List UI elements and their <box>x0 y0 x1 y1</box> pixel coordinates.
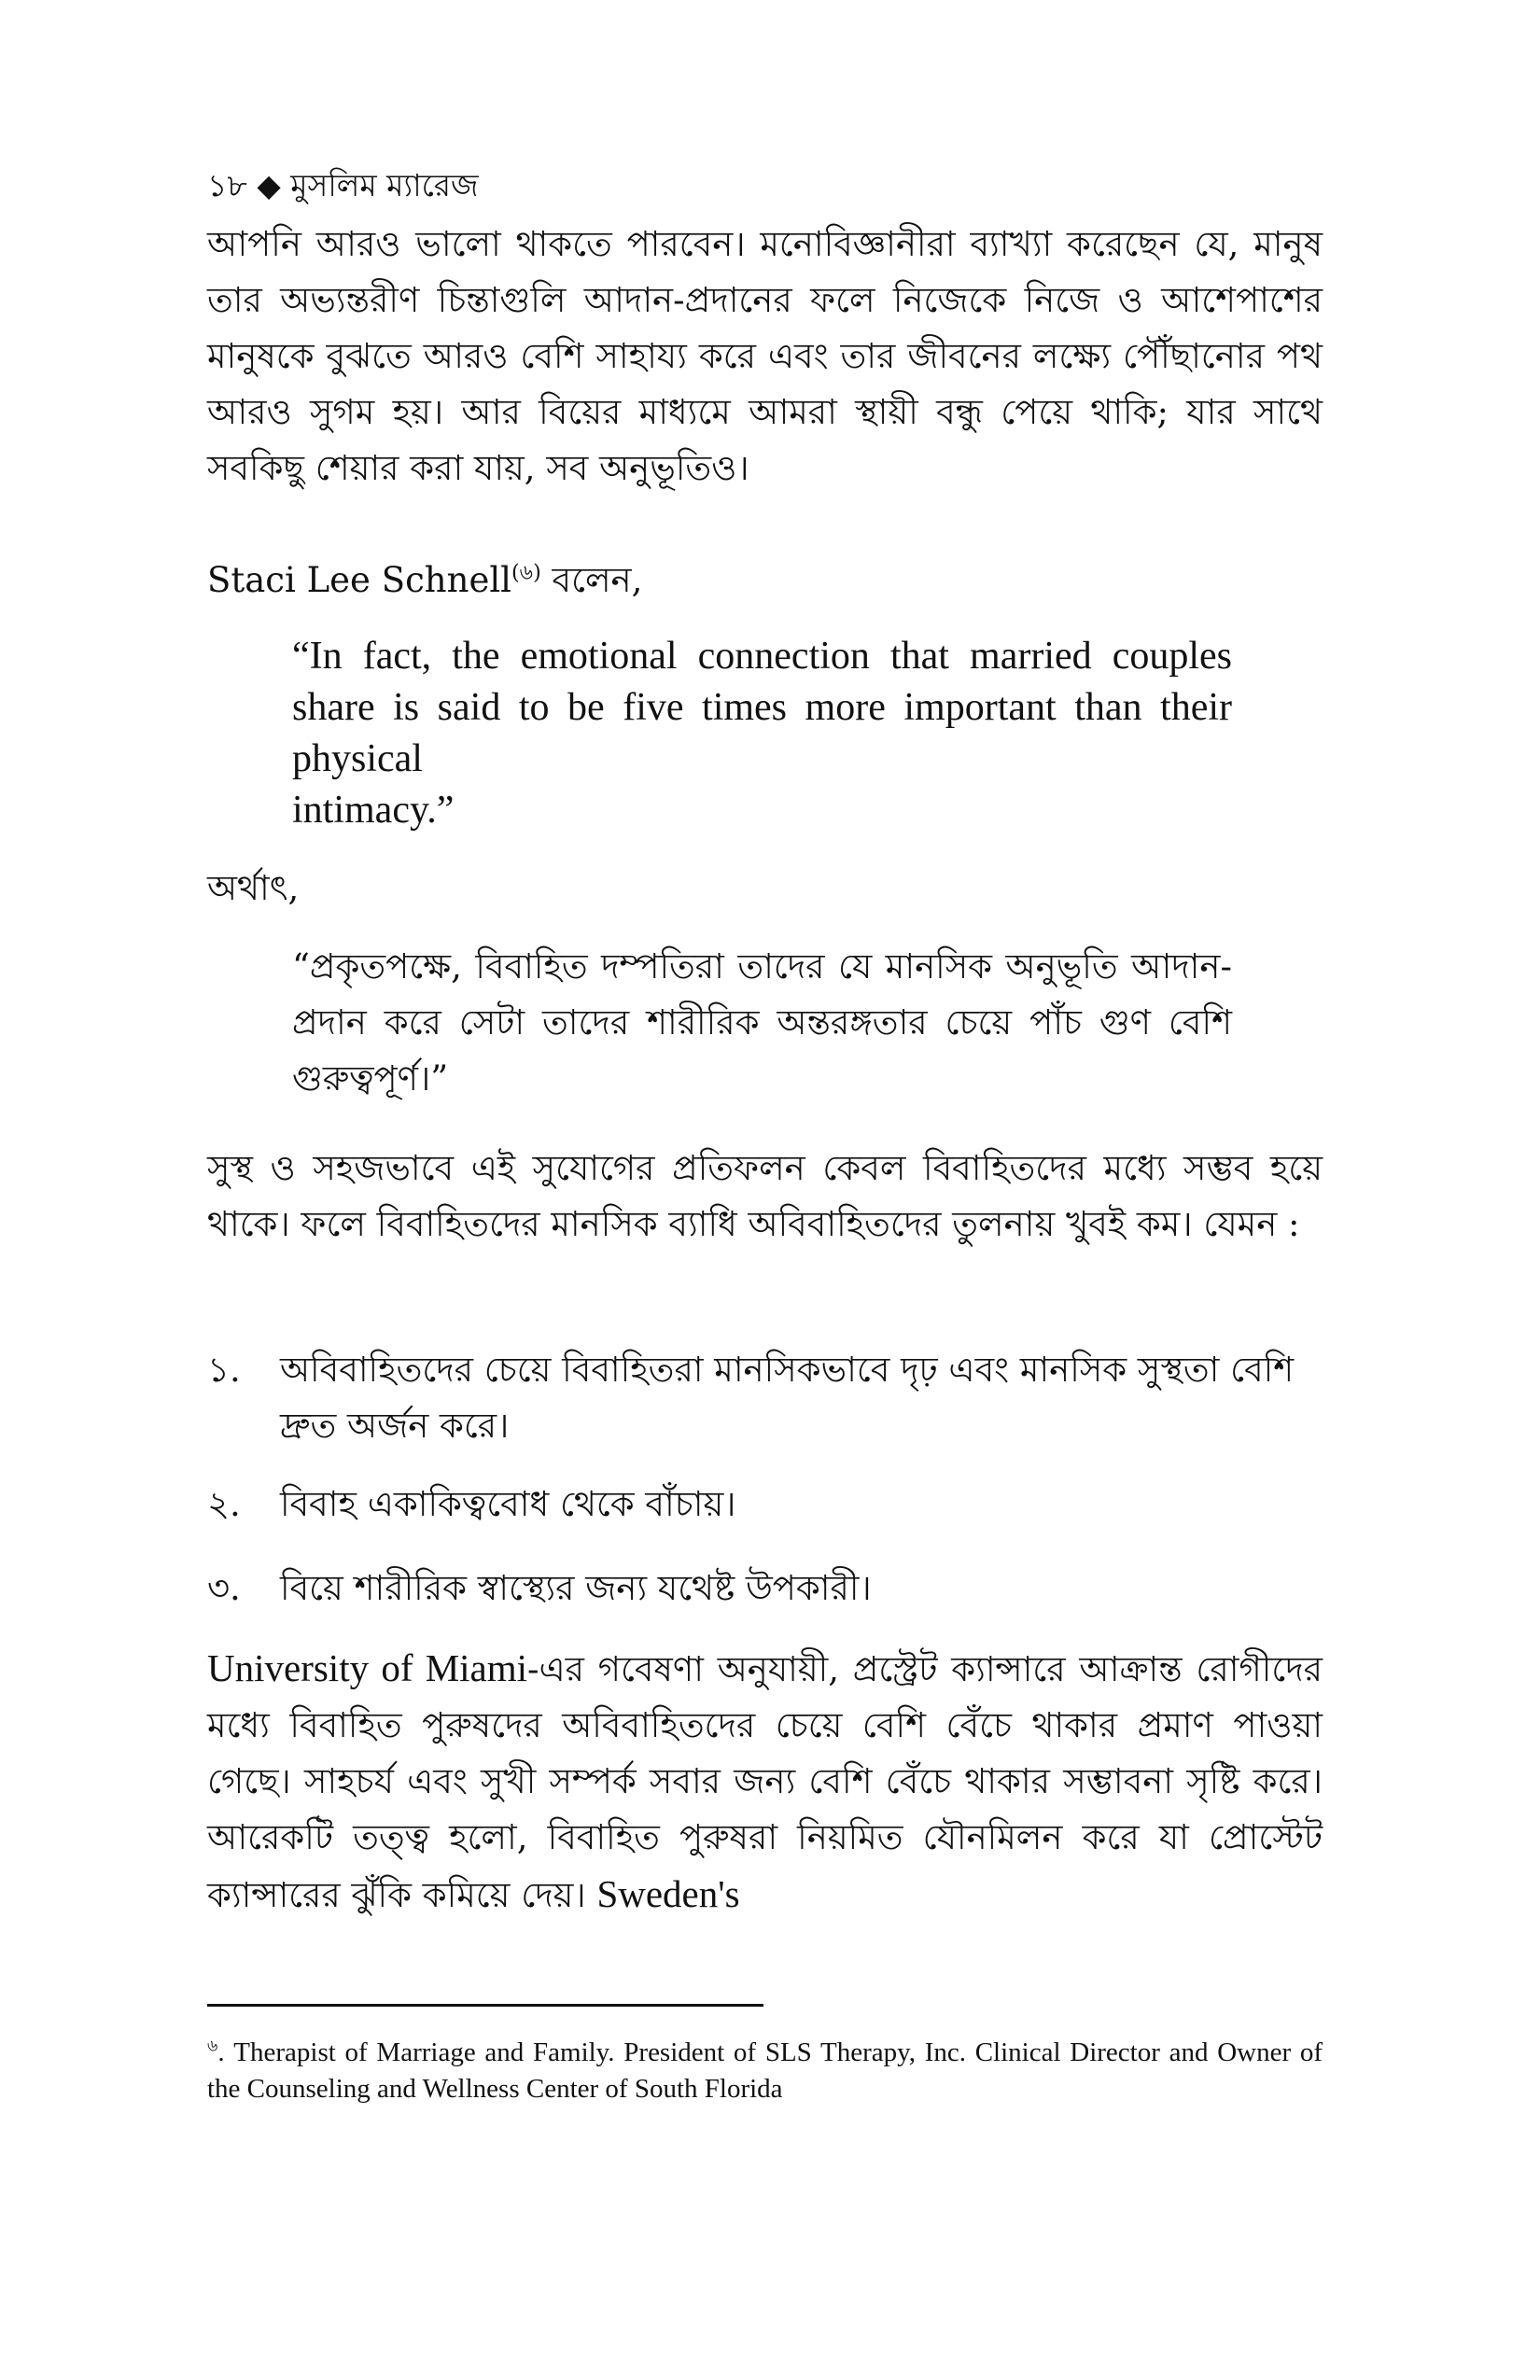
quote-attribution <box>207 553 1323 609</box>
english-quote-body: “In fact, the emotional connection that married couples share is said to be five times more important than their physical <box>292 635 1232 780</box>
paragraph-3 <box>207 1640 1323 1924</box>
book-title: মুসলিম ম্যারেজ <box>290 167 479 203</box>
footnote <box>207 2035 1323 2107</box>
footnote-reference: (৬) <box>511 560 541 585</box>
university-name: University of Miami <box>207 1646 528 1689</box>
footnote-text: . Therapist of Marriage and Family. President of SLS Therapy, Inc. Clinical Director and Owner of the Counseling and Wellness Center of South Florida <box>207 2037 1323 2104</box>
bengali-quote: “প্রকৃতপক্ষে, বিবাহিত দম্পতিরা তাদের যে মানসিক অনুভূতি আদান-প্রদান করে সেটা তাদের শারীরিক অন্তরঙ্গতার চেয়ে পাঁচ গুণ বেশি গুরুত্বপূর্ণ।” <box>292 946 1232 1099</box>
running-head <box>207 166 479 205</box>
list-number: ২. <box>207 1484 241 1524</box>
english-quote <box>292 631 1232 836</box>
list-text: বিবাহ একাকিত্ববোধ থেকে বাঁচায়। <box>280 1484 736 1524</box>
paragraph-1: আপনি আরও ভালো থাকতে পারবেন। মনোবিজ্ঞানীরা ব্যাখ্যা করেছেন যে, মানুষ তার অভ্যন্তরীণ চিন্তাগুলি আদান-প্রদানের ফলে নিজেকে নিজে ও আশেপাশের মানুষকে বুঝতে আরও বেশি সাহায্য করে এবং তার জীবনের লক্ষ্যে পৌঁছানোর পথ আরও সুগম হয়। আর বিয়ের মাধ্যমে আমরা স্থায়ী বন্ধু পেয়ে থাকি; যার সাথে সবকিছু শেয়ার করা যায়, সব অনুভূতিও। <box>207 224 1323 488</box>
english-quote-end: intimacy.” <box>292 789 455 832</box>
list-number: ৩. <box>207 1568 241 1608</box>
attribution-verb: বলেন, <box>540 560 643 600</box>
list-text: অবিবাহিতদের চেয়ে বিবাহিতরা মানসিকভাবে দৃঢ় এবং মানসিক সুস্থতা বেশি দ্রুত অর্জন করে। <box>280 1350 1295 1446</box>
footnote-marker: ৬ <box>207 2036 218 2055</box>
paragraph-3-continuation: Sweden's <box>596 1872 740 1915</box>
list-item <box>207 1561 1323 1617</box>
list-text: বিয়ে শারীরিক স্বাস্থ্যের জন্য যথেষ্ট উপকারী। <box>280 1568 872 1608</box>
footnote-divider <box>207 2004 763 2007</box>
list-item <box>207 1342 1323 1454</box>
list-number: ১. <box>207 1350 241 1390</box>
paragraph-3-body: -এর গবেষণা অনুযায়ী, প্রস্ট্রেট ক্যান্সারে আক্রান্ত রোগীদের মধ্যে বিবাহিত পুরুষদের অবিবাহিতদের চেয়ে বেশি বেঁচে থাকার প্রমাণ পাওয়া গেছে। সাহচর্য এবং সুখী সম্পর্ক সবার জন্য বেশি বেঁচে থাকার সম্ভাবনা সৃষ্টি করে। আরেকটি তত্ত্ব হলো, বিবাহিত পুরুষরা নিয়মিত যৌনমিলন করে যা প্রোস্টেট ক্যান্সারের ঝুঁকি কমিয়ে দেয়। <box>207 1649 1323 1915</box>
diamond-separator-icon: ◆ <box>257 167 281 203</box>
quoted-person-name: Staci Lee Schnell <box>207 560 512 600</box>
translation-intro: অর্থাৎ, <box>207 868 300 908</box>
paragraph-2: সুস্থ ও সহজভাবে এই সুযোগের প্রতিফলন কেবল বিবাহিতদের মধ্যে সম্ভব হয়ে থাকে। ফলে বিবাহিতদের মানসিক ব্যাধি অবিবাহিতদের তুলনায় খুবই কম। যেমন : <box>207 1148 1323 1244</box>
page-number: ১৮ <box>207 167 247 203</box>
list-item <box>207 1477 1323 1533</box>
